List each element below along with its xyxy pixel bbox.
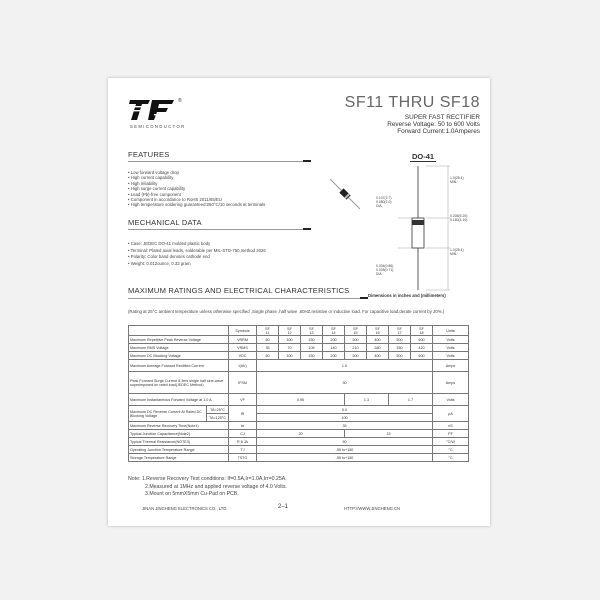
table-row: Maximum Reverse Recovery Time(Note1) trr 35 nS — [129, 422, 469, 430]
table-row: Maximum RMS Voltage VRMS 35 70 105 140 210 280 350 420 Volts — [129, 344, 469, 352]
list-item: • Case: JEDEC DO-41 molded plastic body — [128, 241, 211, 246]
mechanical-rule-end — [303, 228, 311, 230]
subtitle-line: SUPER FAST RECTIFIER — [404, 114, 480, 121]
table-cell: SF 14 — [323, 326, 345, 336]
table-row: Maximum DC Blocking Voltage VDC 50 100 150 200 300 400 500 600 Volts — [129, 352, 469, 360]
list-item: • High surge current capability — [128, 186, 186, 192]
list-item: • High temperature soldering guaranteed:260°C/10 seconds at terminals — [128, 202, 266, 208]
logo-subtext: SEMICONDUCTOR — [130, 124, 186, 129]
table-row: Storage Temperature Range TSTG -55 to+150 °C — [129, 454, 469, 462]
table-cell: SF 12 — [279, 326, 301, 336]
ratings-rule — [128, 298, 360, 299]
table-cell: SF 13 — [301, 326, 323, 336]
subtitle-line: Reverse Voltage: 50 to 600 Volts — [387, 121, 480, 129]
table-cell: SF 16 — [367, 326, 389, 336]
table-row: Maximum Average Forward Rectified Current I(AV) 1.0 Amps — [129, 360, 469, 372]
note-line: Note: 1.Reverse Recovery Test conditions: If=0.5A,Ir=1.0A,Irr=0.25A. — [128, 476, 287, 482]
list-item: • Component in accordance to RoHS 2011/65/EU — [128, 197, 222, 203]
dim-body-dia: 0.107(2.7) 0.080(2.0) DIA. — [376, 196, 392, 208]
table-cell: Units — [433, 326, 469, 336]
list-item: • Terminal: Plated axial leads, solderable per MIL-STD-750,method 2026 — [128, 247, 266, 253]
dim-lead-top: 1.0(25.4) MIN. — [450, 176, 464, 184]
table-row: Typical Junction Capacitance(Note2) CJ 20 15 PF — [129, 430, 469, 438]
table-cell: SF 11 — [257, 326, 279, 336]
table-row: Maximum Instantaneous Forward Voltage at 1.0 A VF 0.95 1.3 1.7 Volts — [129, 394, 469, 406]
table-row: Operating Junction Temperature Range TJ -55 to+150 °C — [129, 446, 469, 454]
mechanical-list — [128, 241, 266, 267]
page-title: SF11 THRU SF18 — [344, 94, 480, 111]
list-item: • High current capability — [128, 175, 174, 181]
features-heading: FEATURES — [128, 150, 170, 159]
table-cell: SF 15 — [345, 326, 367, 336]
list-item: • Polarity: Color band denotes cathode end — [128, 254, 210, 260]
footer-url[interactable]: HTTP://WWW.JINGHENG.CN — [344, 506, 401, 511]
ratings-table — [128, 325, 469, 462]
registered-mark-icon: ® — [178, 98, 182, 104]
ratings-rule-end — [360, 297, 368, 299]
table-cell: SF 17 — [389, 326, 411, 336]
datasheet-page — [108, 78, 490, 526]
list-item: • High reliability — [128, 180, 158, 186]
notes-block — [128, 476, 287, 499]
features-rule-end — [303, 160, 311, 162]
table-cell: SF 18 — [411, 326, 433, 336]
features-rule — [128, 161, 303, 162]
dim-lead-dia: 0.034(0.86) 0.028(0.71) DIA. — [376, 264, 394, 276]
table-row: Maximum DC Reverse Current At Rated DC Blocking Voltage TA=25°C IR 5.0 µA — [129, 406, 469, 414]
ratings-heading: MAXIMUM RATINGS AND ELECTRICAL CHARACTERISTICS — [128, 286, 350, 295]
footer-company: JINAN JINGHENG ELECTRONICS CO., LTD. — [142, 506, 228, 511]
subtitle-line: Forward Current:1.0Amperes — [397, 128, 480, 136]
table-header-row — [129, 326, 469, 336]
page-number: 2–1 — [278, 504, 289, 510]
features-list — [128, 170, 265, 208]
mechanical-rule — [128, 229, 303, 230]
list-item: • Weight: 0.012ounce, 0.33 gram — [128, 260, 191, 266]
table-cell — [129, 326, 229, 336]
table-row: Peak Forward Surge Current 8.3ms single half sine-wave superimposed on rated load(JEDEC Method) IFSM 30 Amps — [129, 372, 469, 394]
list-item: • Low forward voltage drop — [128, 170, 179, 175]
page-subtitle — [387, 114, 480, 136]
ratings-note: (Rating at 25°C ambient temperature unless otherwise specified ,Single phase ,half wave ,60HZ,resistive or inductive load. For capacitive load,derate current by 20%.) — [128, 309, 445, 314]
diode-photo-icon — [330, 179, 360, 209]
dim-lead-bottom: 1.0(25.4) MIN. — [450, 248, 464, 256]
dimensions-note: Dimensions in inches and (millimeters) — [368, 293, 446, 298]
company-logo-icon — [128, 100, 174, 120]
list-item: • Lead (Pb)-free component — [128, 191, 181, 197]
dim-body-len: 0.205(5.20) 0.160(4.10) — [450, 214, 468, 222]
note-line: 2.Measured at 1MHz and applied reverse voltage of 4.0 Volts. — [145, 483, 287, 490]
table-row: Typical Thermal Resistance(NOTE3) R θ JA 50 °C/W — [129, 438, 469, 446]
mechanical-heading: MECHANICAL DATA — [128, 218, 202, 227]
table-cell: Symbols — [229, 326, 257, 336]
table-row: Maximum Repetitive Peak Reverse Voltage VRRM 50 100 150 200 300 400 500 600 Volts — [129, 336, 469, 344]
table-row: TA=125°C 100 — [129, 414, 469, 422]
package-label: DO-41 — [412, 152, 435, 161]
note-line: 3.Mount on 5mmX5mm Cu-Pad on PCB. — [145, 491, 239, 498]
